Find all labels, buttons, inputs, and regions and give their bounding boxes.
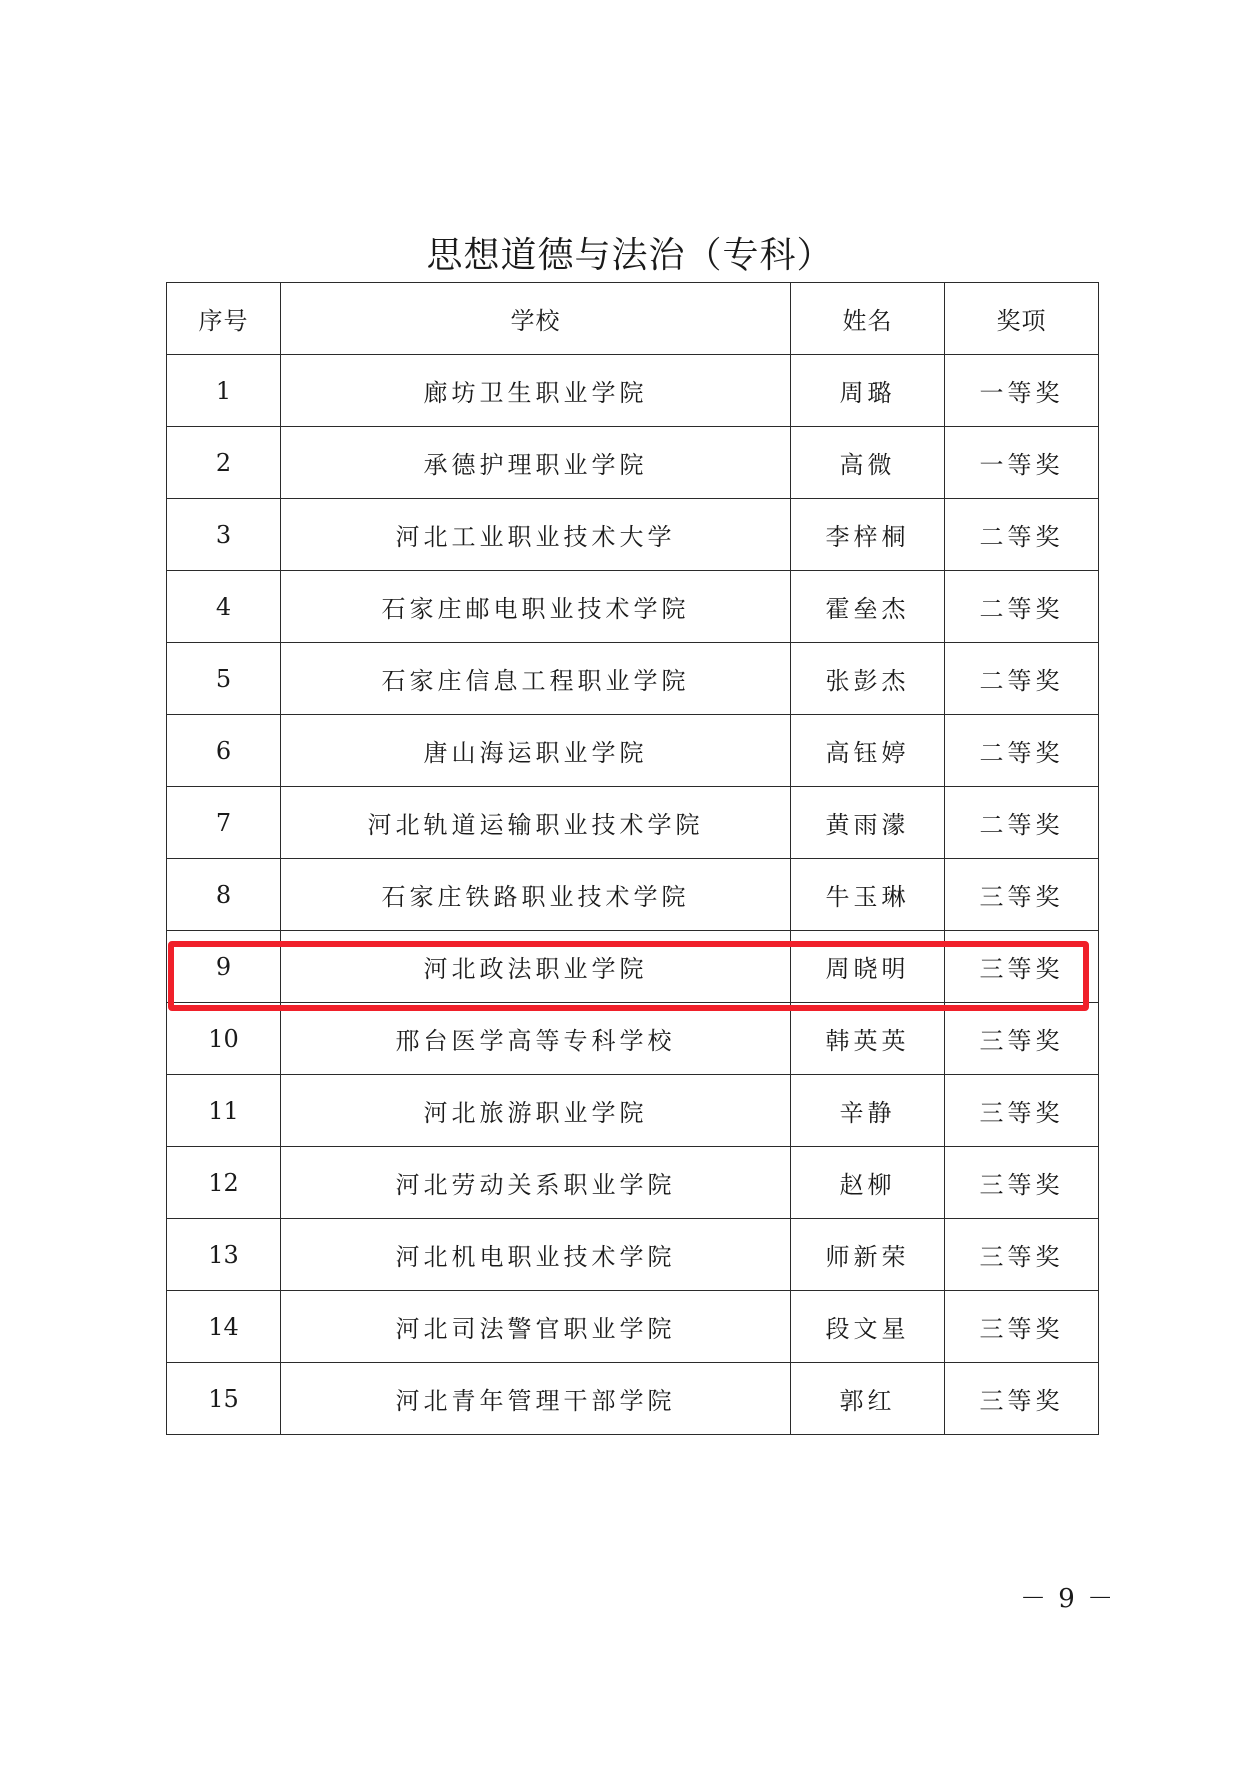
header-name: 姓名: [791, 283, 945, 355]
cell-school: 河北工业职业技术大学: [281, 499, 791, 571]
cell-index: 4: [167, 571, 281, 643]
cell-award: 二等奖: [945, 571, 1099, 643]
cell-award: 二等奖: [945, 499, 1099, 571]
page-number: － 9 －: [1020, 1584, 1116, 1614]
cell-index: 3: [167, 499, 281, 571]
cell-school: 河北青年管理干部学院: [281, 1363, 791, 1435]
cell-name: 师新荣: [791, 1219, 945, 1291]
table-row: [167, 1363, 1099, 1435]
table-row: [167, 571, 1099, 643]
cell-award: 三等奖: [945, 1291, 1099, 1363]
cell-index: 15: [167, 1363, 281, 1435]
table-row: [167, 1291, 1099, 1363]
cell-award: 一等奖: [945, 355, 1099, 427]
cell-index: 12: [167, 1147, 281, 1219]
cell-school: 廊坊卫生职业学院: [281, 355, 791, 427]
cell-name: 周璐: [791, 355, 945, 427]
cell-award: 三等奖: [945, 1147, 1099, 1219]
cell-index: 1: [167, 355, 281, 427]
cell-award: 二等奖: [945, 715, 1099, 787]
cell-index: 10: [167, 1003, 281, 1075]
cell-index: 14: [167, 1291, 281, 1363]
table-header-row: [167, 283, 1099, 355]
cell-school: 承德护理职业学院: [281, 427, 791, 499]
table-row: [167, 1003, 1099, 1075]
cell-school: 石家庄铁路职业技术学院: [281, 859, 791, 931]
cell-award: 三等奖: [945, 859, 1099, 931]
cell-name: 高微: [791, 427, 945, 499]
cell-school: 唐山海运职业学院: [281, 715, 791, 787]
cell-award: 三等奖: [945, 1075, 1099, 1147]
cell-name: 张彭杰: [791, 643, 945, 715]
cell-index: 9: [167, 931, 281, 1003]
cell-award: 二等奖: [945, 643, 1099, 715]
cell-name: 赵柳: [791, 1147, 945, 1219]
cell-name: 牛玉琳: [791, 859, 945, 931]
cell-name: 辛静: [791, 1075, 945, 1147]
cell-index: 8: [167, 859, 281, 931]
cell-school: 河北机电职业技术学院: [281, 1219, 791, 1291]
cell-award: 三等奖: [945, 1363, 1099, 1435]
header-school: 学校: [281, 283, 791, 355]
cell-name: 高钰婷: [791, 715, 945, 787]
header-award: 奖项: [945, 283, 1099, 355]
table-row: [167, 859, 1099, 931]
header-index: 序号: [167, 283, 281, 355]
table-row: [167, 1075, 1099, 1147]
cell-school: 邢台医学高等专科学校: [281, 1003, 791, 1075]
cell-name: 段文星: [791, 1291, 945, 1363]
cell-name: 霍垒杰: [791, 571, 945, 643]
awards-table: [166, 282, 1099, 1435]
table-row: [167, 643, 1099, 715]
cell-index: 7: [167, 787, 281, 859]
cell-award: 三等奖: [945, 1003, 1099, 1075]
table-row: [167, 427, 1099, 499]
cell-name: 郭红: [791, 1363, 945, 1435]
cell-award: 二等奖: [945, 787, 1099, 859]
cell-school: 河北轨道运输职业技术学院: [281, 787, 791, 859]
cell-award: 三等奖: [945, 931, 1099, 1003]
cell-index: 6: [167, 715, 281, 787]
cell-name: 周晓明: [791, 931, 945, 1003]
cell-award: 一等奖: [945, 427, 1099, 499]
cell-school: 石家庄邮电职业技术学院: [281, 571, 791, 643]
cell-school: 河北政法职业学院: [281, 931, 791, 1003]
cell-school: 河北司法警官职业学院: [281, 1291, 791, 1363]
table-row-highlighted: [167, 931, 1099, 1003]
cell-index: 5: [167, 643, 281, 715]
cell-index: 13: [167, 1219, 281, 1291]
cell-name: 韩英英: [791, 1003, 945, 1075]
cell-award: 三等奖: [945, 1219, 1099, 1291]
table-row: [167, 499, 1099, 571]
table-row: [167, 715, 1099, 787]
cell-index: 2: [167, 427, 281, 499]
cell-index: 11: [167, 1075, 281, 1147]
page-title: 思想道德与法治（专科）: [426, 235, 834, 276]
cell-school: 石家庄信息工程职业学院: [281, 643, 791, 715]
table-row: [167, 787, 1099, 859]
table-row: [167, 355, 1099, 427]
cell-name: 李梓桐: [791, 499, 945, 571]
table-row: [167, 1219, 1099, 1291]
cell-school: 河北劳动关系职业学院: [281, 1147, 791, 1219]
cell-school: 河北旅游职业学院: [281, 1075, 791, 1147]
cell-name: 黄雨濛: [791, 787, 945, 859]
table-row: [167, 1147, 1099, 1219]
